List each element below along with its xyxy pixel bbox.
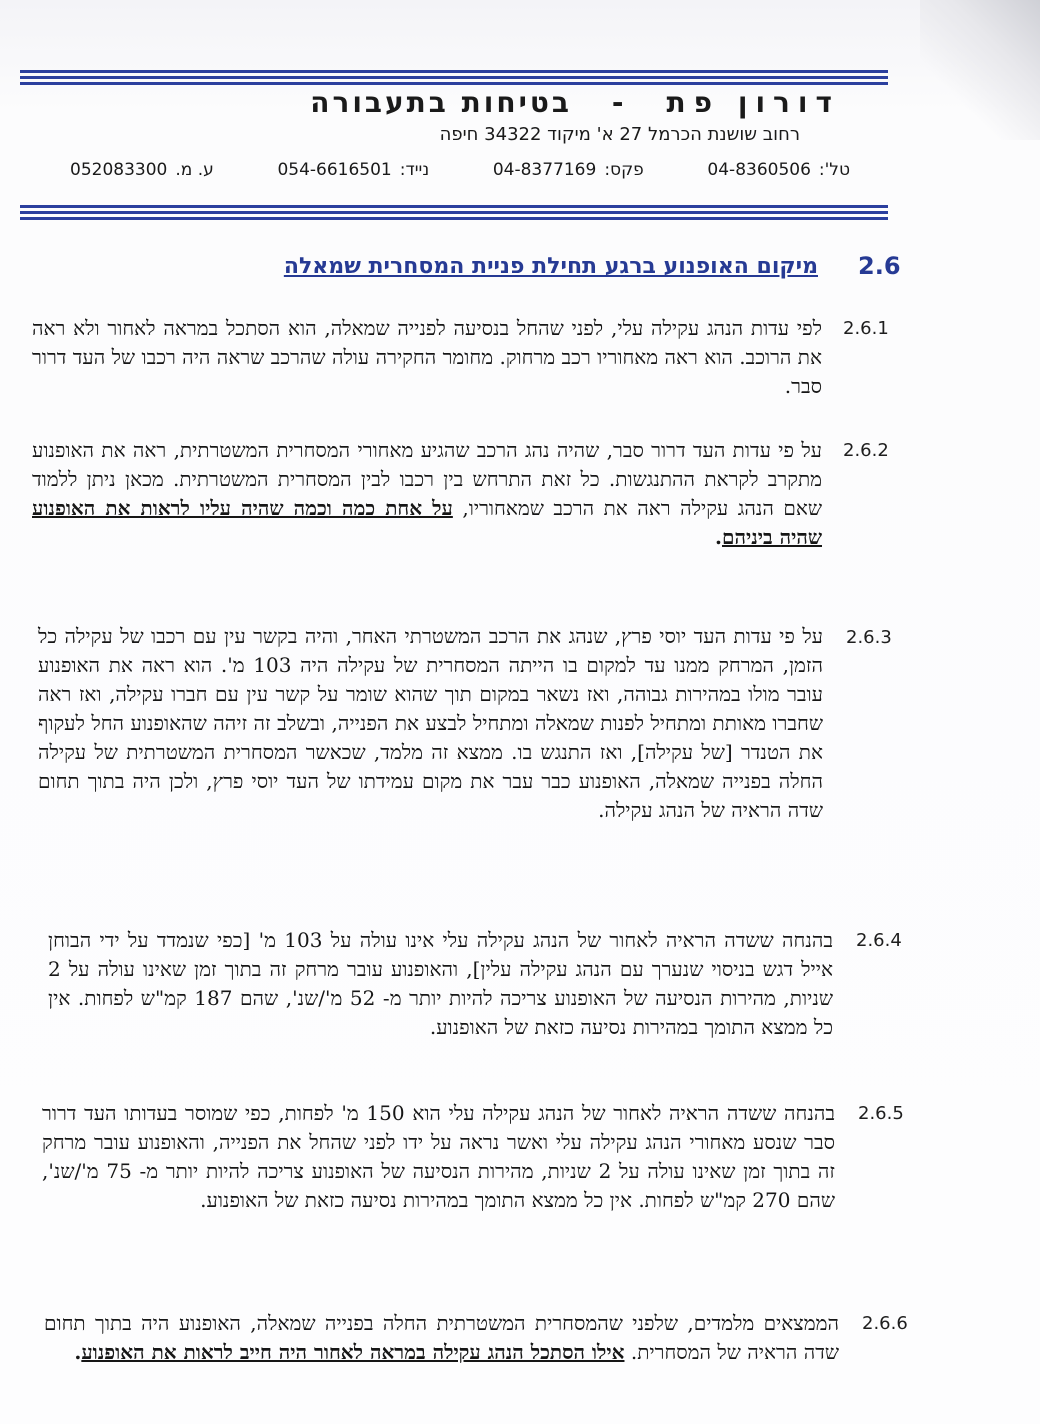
paragraph-2-6-6: הממצאים מלמדים, שלפני שהמסחרית המשטרתית החלה בפנייה שמאלה, האופנוע היה בתוך תחום שדה הראיה של המסחרית. אילו הסתכל הנהג עקילה במראה לאחור היה חייב לראות את האופנוע.	[44, 1311, 839, 1364]
paragraph-number: 2.6.2	[843, 440, 889, 461]
paragraph-number: 2.6.4	[856, 930, 902, 951]
letterhead-bottom-rule	[20, 205, 888, 223]
paragraph-2-6-2: על פי עדות העד דרור סבר, שהיה נהג הרכב שהגיע מאחורי המסחרית המשטרתית, ראה את האופנוע מתקרב לקראת ההתנגשות. כל זאת התרחש בין רכבו לבין המסחרית המשטרתית. מכאן ניתן ללמוד שאם הנהג עקילה ראה את הרכב שמאחוריו, על אחת כמה וכמה שהיה עליו לראות את האופנוע שהיה ביניהם.	[32, 438, 823, 549]
contact-fax: פקס: 04-8377169	[492, 160, 644, 180]
paragraph-number: 2.6.3	[846, 627, 892, 648]
letterhead-separator: -	[611, 86, 627, 119]
contact-phone: טל': 04-8360506	[707, 160, 850, 180]
paragraph-number: 2.6.5	[858, 1103, 904, 1124]
emphasized-text: אילו הסתכל הנהג עקילה במראה לאחור היה חייב לראות את האופנוע	[81, 1340, 625, 1364]
paragraph-text: על פי עדות העד דרור סבר, שהיה נהג הרכב שהגיע מאחורי המסחרית המשטרתית, ראה את האופנוע מתקרב לקראת ההתנגשות. כל זאת התרחש בין רכבו לבין המסחרית המשטרתית. מכאן ניתן ללמוד שאם הנהג עקילה ראה את הרכב שמאחוריו,	[32, 438, 823, 520]
emphasized-text: על אחת כמה וכמה שהיה עליו לראות את האופנוע שהיה ביניהם	[32, 496, 822, 549]
page-fold-shadow	[920, 0, 1040, 140]
paragraph-number: 2.6.1	[843, 318, 889, 339]
paragraph-2-6-5: בהנחה ששדה הראיה לאחור של הנהג עקילה עלי הוא 150 מ' לפחות, כפי שמוסר בעדותו העד דרור סבר שנסע מאחורי הנהג עקילה עלי ואשר נראה על ידו לפני שהחל את הפנייה, והאופנוע עובר מרחק זה בתוך זמן שאינו עולה על 2 שניות, מהירות הנסיעה של האופנוע צריכה להיות יותר מ- 75 מ'/שנ', שהם 270 קמ"ש לפחות. אין כל ממצא התומך במהירות נסיעה כזאת של האופנוע.	[42, 1101, 836, 1212]
paragraph-2-6-1: לפי עדות הנהג עקילה עלי, לפני שהחל בנסיעה לפנייה שמאלה, הוא הסתכל במראה לאחור ולא ראה את הרוכב. הוא ראה מאחוריו רכב מרחוק. מחומר החקירה עולה שהרכב שראה היה רכבו של העד דרור סבר.	[32, 316, 822, 398]
section-title: מיקום האופנוע ברגע תחילת פניית המסחרית שמאלה	[283, 254, 818, 279]
paragraph-2-6-4: בהנחה ששדה הראיה לאחור של הנהג עקילה עלי אינו עולה על 103 מ' [כפי שנמדד על ידי הבוחן אייל דגש בניסוי שנערך עם הנהג עקילה עלין], והאופנוע עובר מרחק זה בתוך זמן שאינו עולה על 2 שניות, מהירות הנסיעה של האופנוע צריכה להיות יותר מ- 52 מ'/שנ', שהם 187 קמ"ש לפחות. אין כל ממצא התומך במהירות נסיעה כזאת של האופנוע.	[48, 928, 833, 1039]
section-number: 2.6	[858, 252, 901, 280]
letterhead-name: דורון פת	[666, 86, 840, 119]
letterhead-tagline: בטיחות בתעבורה	[310, 86, 572, 119]
letterhead-contacts	[70, 160, 850, 180]
letterhead-title	[310, 86, 840, 119]
paragraph-text: הממצאים מלמדים, שלפני שהמסחרית המשטרתית החלה בפנייה שמאלה, האופנוע היה בתוך תחום שדה הראיה של המסחרית.	[44, 1311, 839, 1364]
letterhead-address: רחוב שושנת הכרמל 27 א' מיקוד 34322 חיפה	[439, 124, 800, 145]
contact-mobile: נייד: 054-6616501	[277, 160, 430, 180]
paragraph-number: 2.6.6	[862, 1313, 908, 1334]
paragraph-2-6-3: על פי עדות העד יוסי פרץ, שנהג את הרכב המשטרתי האחר, והיה בקשר עין עם רכבו של עקילה כל הזמן, המרחק ממנו עד למקום בו הייתה המסחרית של עקילה היה 103 מ'. הוא ראה את האופנוע עובר מולו במהירות גבוהה, ואז נשאר במקום תוך שהוא שומר על קשר עין עם חברו עקילה, ואז ראה שחברו מאותת ומתחיל לפנות שמאלה ומתחיל לבצע את הפנייה, ובשלב זה זיהה שהאופנוע החל לעקוף את הטנדר [של עקילה], ואז התנגש בו. ממצא זה מלמד, שכאשר המסחרית המשטרתית של עקילה החלה בפנייה שמאלה, האופנוע כבר עבר את מקום עמידתו של העד יוסי פרץ, ולכן היה בתוך תחום שדה הראיה של הנהג עקילה.	[38, 624, 824, 822]
contact-id: ע. מ. 052083300	[70, 160, 214, 180]
